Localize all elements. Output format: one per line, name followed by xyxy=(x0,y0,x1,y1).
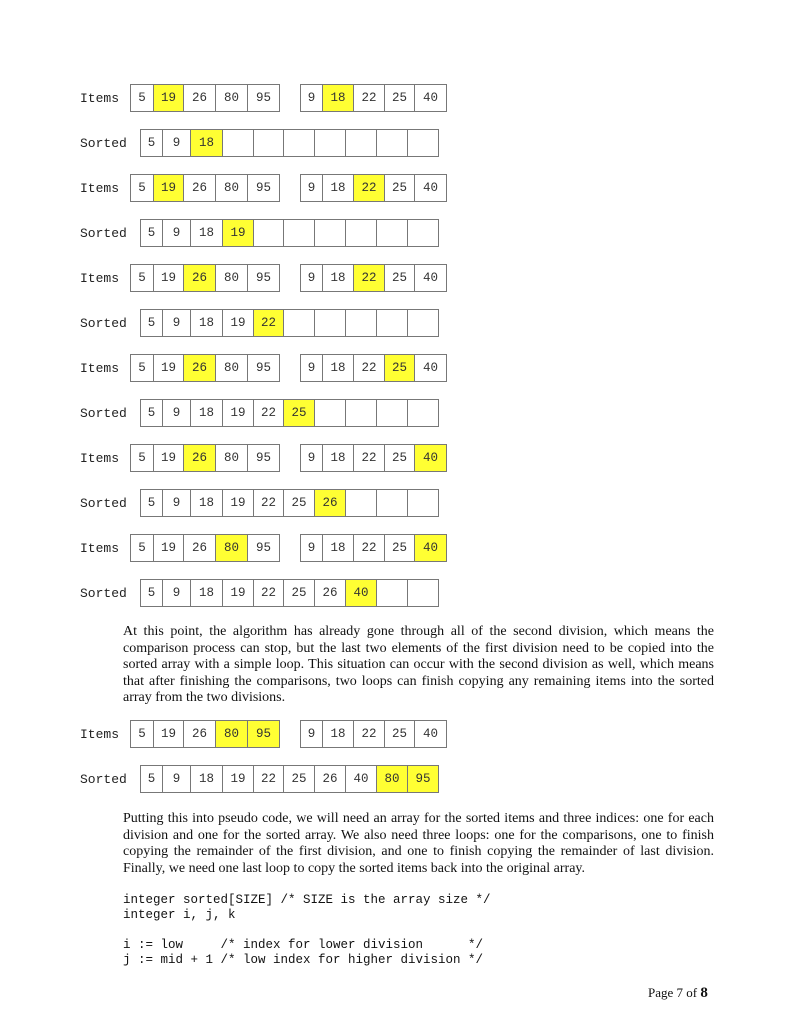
second-division-cell: 22 xyxy=(353,174,385,202)
second-division-cell: 9 xyxy=(300,534,323,562)
sorted-label: Sorted xyxy=(80,496,127,511)
sorted-cell: 22 xyxy=(253,399,284,427)
second-division-cell: 25 xyxy=(384,354,415,382)
second-division-cell: 25 xyxy=(384,534,415,562)
second-division-cell: 40 xyxy=(414,174,447,202)
items-row xyxy=(0,174,798,204)
second-division-cell: 9 xyxy=(300,264,323,292)
sorted-cell xyxy=(376,489,408,517)
second-division-cell: 40 xyxy=(414,264,447,292)
sorted-cell xyxy=(376,309,408,337)
sorted-cell: 9 xyxy=(162,765,191,793)
second-division-cell: 40 xyxy=(414,444,447,472)
second-division-cell: 40 xyxy=(414,534,447,562)
second-division-cell: 25 xyxy=(384,174,415,202)
sorted-cell xyxy=(222,129,254,157)
sorted-cell: 19 xyxy=(222,399,254,427)
sorted-cell: 25 xyxy=(283,489,315,517)
sorted-cell xyxy=(253,219,284,247)
first-division-cell: 95 xyxy=(247,354,280,382)
sorted-cell: 9 xyxy=(162,579,191,607)
first-division-cell: 80 xyxy=(215,720,248,748)
first-division-cell: 26 xyxy=(183,444,216,472)
sorted-cell xyxy=(407,309,439,337)
second-division-cell: 25 xyxy=(384,264,415,292)
first-division-cell: 95 xyxy=(247,444,280,472)
sorted-label: Sorted xyxy=(80,226,127,241)
sorted-cell xyxy=(283,219,315,247)
sorted-row xyxy=(0,219,798,249)
second-division-cell: 25 xyxy=(384,444,415,472)
items-row xyxy=(0,720,798,750)
sorted-cell: 9 xyxy=(162,309,191,337)
sorted-cell xyxy=(376,399,408,427)
first-division-cell: 80 xyxy=(215,354,248,382)
first-division-cell: 5 xyxy=(130,720,154,748)
sorted-cell: 19 xyxy=(222,765,254,793)
sorted-cell: 22 xyxy=(253,489,284,517)
sorted-cell xyxy=(407,129,439,157)
first-division-cell: 95 xyxy=(247,534,280,562)
items-label: Items xyxy=(80,271,120,286)
sorted-cell: 25 xyxy=(283,579,315,607)
sorted-cell: 9 xyxy=(162,129,191,157)
first-division-cell: 80 xyxy=(215,444,248,472)
first-division-cell: 95 xyxy=(247,720,280,748)
second-division-cell: 9 xyxy=(300,444,323,472)
paragraph-remaining-copy: At this point, the algorithm has already gone through all of the second division, which means the comparison process can stop, but the last two elements of the first division need to be copied into the sorted array with a simple loop. This situation can occur with the second division as well, which means that after finishing the comparisons, two loops can finish copying any remaining items into the sorted array from the two divisions. xyxy=(123,624,714,706)
first-division-cell: 80 xyxy=(215,84,248,112)
sorted-cell: 9 xyxy=(162,219,191,247)
sorted-cell xyxy=(407,399,439,427)
sorted-cell xyxy=(283,129,315,157)
sorted-row xyxy=(0,129,798,159)
second-division-cell: 25 xyxy=(384,84,415,112)
first-division-cell: 95 xyxy=(247,174,280,202)
first-division-cell: 26 xyxy=(183,174,216,202)
sorted-row xyxy=(0,489,798,519)
sorted-cell: 18 xyxy=(190,579,223,607)
second-division-cell: 18 xyxy=(322,84,354,112)
page-total: 8 xyxy=(700,985,708,1001)
second-division-cell: 18 xyxy=(322,174,354,202)
sorted-cell xyxy=(407,219,439,247)
sorted-cell: 19 xyxy=(222,219,254,247)
sorted-cell: 19 xyxy=(222,579,254,607)
first-division-cell: 19 xyxy=(153,534,184,562)
page-footer xyxy=(648,985,708,1002)
sorted-cell: 26 xyxy=(314,579,346,607)
second-division-cell: 18 xyxy=(322,444,354,472)
first-division-cell: 19 xyxy=(153,264,184,292)
sorted-cell: 5 xyxy=(140,579,163,607)
sorted-label: Sorted xyxy=(80,406,127,421)
items-label: Items xyxy=(80,361,120,376)
second-division-cell: 22 xyxy=(353,534,385,562)
second-division-cell: 9 xyxy=(300,720,323,748)
sorted-cell: 18 xyxy=(190,399,223,427)
sorted-cell xyxy=(345,489,377,517)
first-division-cell: 95 xyxy=(247,84,280,112)
sorted-cell: 22 xyxy=(253,309,284,337)
paragraph-pseudo-intro: Putting this into pseudo code, we will need an array for the sorted items and three indices: one for each division and one for the sorted array. We also need three loops: one for the comparisons, one to finish copying the remainder of the first division, and one to finish copying the remainder of last division. Finally, we need one last loop to copy the sorted items back into the original array. xyxy=(123,811,714,876)
second-division-cell: 18 xyxy=(322,354,354,382)
first-division-cell: 5 xyxy=(130,264,154,292)
second-division-cell: 9 xyxy=(300,354,323,382)
sorted-cell xyxy=(345,399,377,427)
first-division-cell: 26 xyxy=(183,720,216,748)
first-division-cell: 19 xyxy=(153,444,184,472)
first-division-cell: 5 xyxy=(130,354,154,382)
sorted-cell: 25 xyxy=(283,399,315,427)
items-label: Items xyxy=(80,181,120,196)
sorted-cell xyxy=(376,219,408,247)
items-label: Items xyxy=(80,451,120,466)
second-division-cell: 9 xyxy=(300,84,323,112)
sorted-cell: 25 xyxy=(283,765,315,793)
sorted-cell: 18 xyxy=(190,489,223,517)
sorted-label: Sorted xyxy=(80,586,127,601)
code-declarations: integer sorted[SIZE] /* SIZE is the array size */ integer i, j, k xyxy=(123,893,491,922)
page-number: 7 xyxy=(676,985,684,1000)
sorted-cell: 40 xyxy=(345,765,377,793)
sorted-cell: 80 xyxy=(376,765,408,793)
sorted-row xyxy=(0,399,798,429)
sorted-cell: 26 xyxy=(314,765,346,793)
sorted-row xyxy=(0,309,798,339)
sorted-cell xyxy=(314,219,346,247)
sorted-cell: 22 xyxy=(253,765,284,793)
sorted-row xyxy=(0,765,798,795)
second-division-cell: 22 xyxy=(353,720,385,748)
second-division-cell: 40 xyxy=(414,84,447,112)
items-row xyxy=(0,264,798,294)
first-division-cell: 19 xyxy=(153,84,184,112)
sorted-cell: 18 xyxy=(190,219,223,247)
sorted-cell: 5 xyxy=(140,219,163,247)
sorted-label: Sorted xyxy=(80,316,127,331)
sorted-cell xyxy=(314,129,346,157)
sorted-cell xyxy=(407,489,439,517)
first-division-cell: 80 xyxy=(215,534,248,562)
sorted-cell: 18 xyxy=(190,129,223,157)
second-division-cell: 9 xyxy=(300,174,323,202)
first-division-cell: 26 xyxy=(183,534,216,562)
sorted-cell xyxy=(376,579,408,607)
sorted-cell: 5 xyxy=(140,309,163,337)
page-word: Page xyxy=(648,985,674,1000)
second-division-cell: 22 xyxy=(353,264,385,292)
first-division-cell: 5 xyxy=(130,534,154,562)
first-division-cell: 5 xyxy=(130,174,154,202)
items-row xyxy=(0,444,798,474)
first-division-cell: 19 xyxy=(153,720,184,748)
sorted-cell: 22 xyxy=(253,579,284,607)
first-division-cell: 95 xyxy=(247,264,280,292)
sorted-label: Sorted xyxy=(80,772,127,787)
second-division-cell: 40 xyxy=(414,354,447,382)
first-division-cell: 80 xyxy=(215,174,248,202)
sorted-cell: 19 xyxy=(222,309,254,337)
first-division-cell: 5 xyxy=(130,444,154,472)
sorted-cell xyxy=(345,219,377,247)
items-label: Items xyxy=(80,727,120,742)
items-row xyxy=(0,84,798,114)
sorted-cell xyxy=(407,579,439,607)
second-division-cell: 18 xyxy=(322,534,354,562)
sorted-cell xyxy=(253,129,284,157)
first-division-cell: 19 xyxy=(153,174,184,202)
sorted-label: Sorted xyxy=(80,136,127,151)
sorted-cell: 26 xyxy=(314,489,346,517)
sorted-cell: 5 xyxy=(140,129,163,157)
first-division-cell: 5 xyxy=(130,84,154,112)
items-label: Items xyxy=(80,541,120,556)
second-division-cell: 22 xyxy=(353,354,385,382)
sorted-cell xyxy=(376,129,408,157)
second-division-cell: 25 xyxy=(384,720,415,748)
of-word: of xyxy=(686,985,698,1000)
items-label: Items xyxy=(80,91,120,106)
sorted-row xyxy=(0,579,798,609)
sorted-cell xyxy=(314,309,346,337)
sorted-cell: 95 xyxy=(407,765,439,793)
sorted-cell: 5 xyxy=(140,399,163,427)
sorted-cell: 9 xyxy=(162,399,191,427)
first-division-cell: 26 xyxy=(183,84,216,112)
sorted-cell xyxy=(283,309,315,337)
second-division-cell: 18 xyxy=(322,264,354,292)
sorted-cell: 5 xyxy=(140,489,163,517)
sorted-cell: 19 xyxy=(222,489,254,517)
sorted-cell: 5 xyxy=(140,765,163,793)
second-division-cell: 22 xyxy=(353,84,385,112)
sorted-cell: 9 xyxy=(162,489,191,517)
sorted-cell: 18 xyxy=(190,309,223,337)
first-division-cell: 80 xyxy=(215,264,248,292)
second-division-cell: 40 xyxy=(414,720,447,748)
second-division-cell: 22 xyxy=(353,444,385,472)
sorted-cell xyxy=(345,309,377,337)
items-row xyxy=(0,354,798,384)
second-division-cell: 18 xyxy=(322,720,354,748)
sorted-cell: 40 xyxy=(345,579,377,607)
sorted-cell xyxy=(345,129,377,157)
first-division-cell: 26 xyxy=(183,264,216,292)
code-index-init: i := low /* index for lower division */ j := mid + 1 /* low index for higher division */ xyxy=(123,938,484,967)
sorted-cell: 18 xyxy=(190,765,223,793)
sorted-cell xyxy=(314,399,346,427)
items-row xyxy=(0,534,798,564)
first-division-cell: 19 xyxy=(153,354,184,382)
first-division-cell: 26 xyxy=(183,354,216,382)
